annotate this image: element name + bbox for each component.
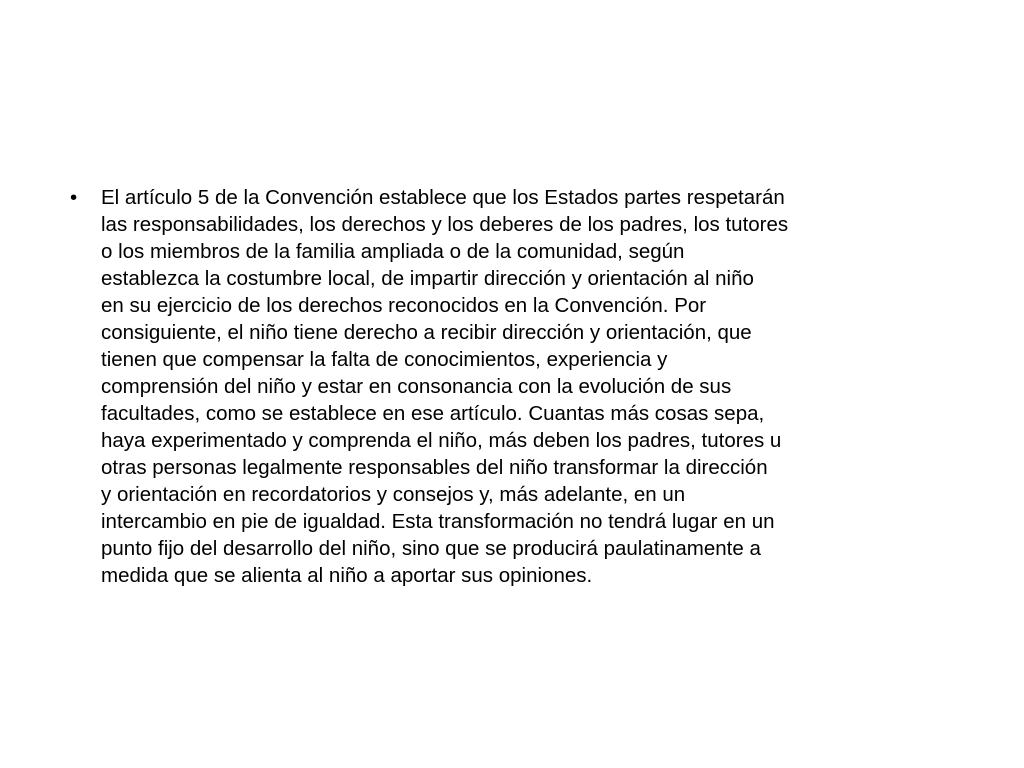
bullet-text-line: El artículo 5 de la Convención establece que los Estados partes respetarán	[101, 186, 785, 209]
bullet-item	[70, 184, 970, 589]
bullet-text-line: otras personas legalmente responsables del niño transformar la dirección	[101, 456, 768, 479]
bullet-marker: •	[70, 186, 78, 209]
bullet-text-line: y orientación en recordatorios y consejos y, más adelante, en un	[101, 483, 686, 506]
bullet-text-line: medida que se alienta al niño a aportar sus opiniones.	[101, 564, 593, 587]
bullet-text-line: establezca la costumbre local, de impartir dirección y orientación al niño	[101, 267, 754, 290]
bullet-text-line: punto fijo del desarrollo del niño, sino que se producirá paulatinamente a	[101, 537, 761, 560]
bullet-text-line: o los miembros de la familia ampliada o de la comunidad, según	[101, 240, 685, 263]
slide-content	[70, 184, 970, 589]
bullet-text-line: consiguiente, el niño tiene derecho a recibir dirección y orientación, que	[101, 321, 752, 344]
bullet-text-line: intercambio en pie de igualdad. Esta transformación no tendrá lugar en un	[101, 510, 775, 533]
bullet-text-line: en su ejercicio de los derechos reconocidos en la Convención. Por	[101, 294, 707, 317]
bullet-text-line: las responsabilidades, los derechos y los deberes de los padres, los tutores	[101, 213, 789, 236]
bullet-list	[70, 184, 970, 589]
bullet-text-line: facultades, como se establece en ese artículo. Cuantas más cosas sepa,	[101, 402, 765, 425]
bullet-text-line: tienen que compensar la falta de conocimientos, experiencia y	[101, 348, 668, 371]
bullet-text-line: comprensión del niño y estar en consonancia con la evolución de sus	[101, 375, 732, 398]
bullet-text-line: haya experimentado y comprenda el niño, más deben los padres, tutores u	[101, 429, 782, 452]
